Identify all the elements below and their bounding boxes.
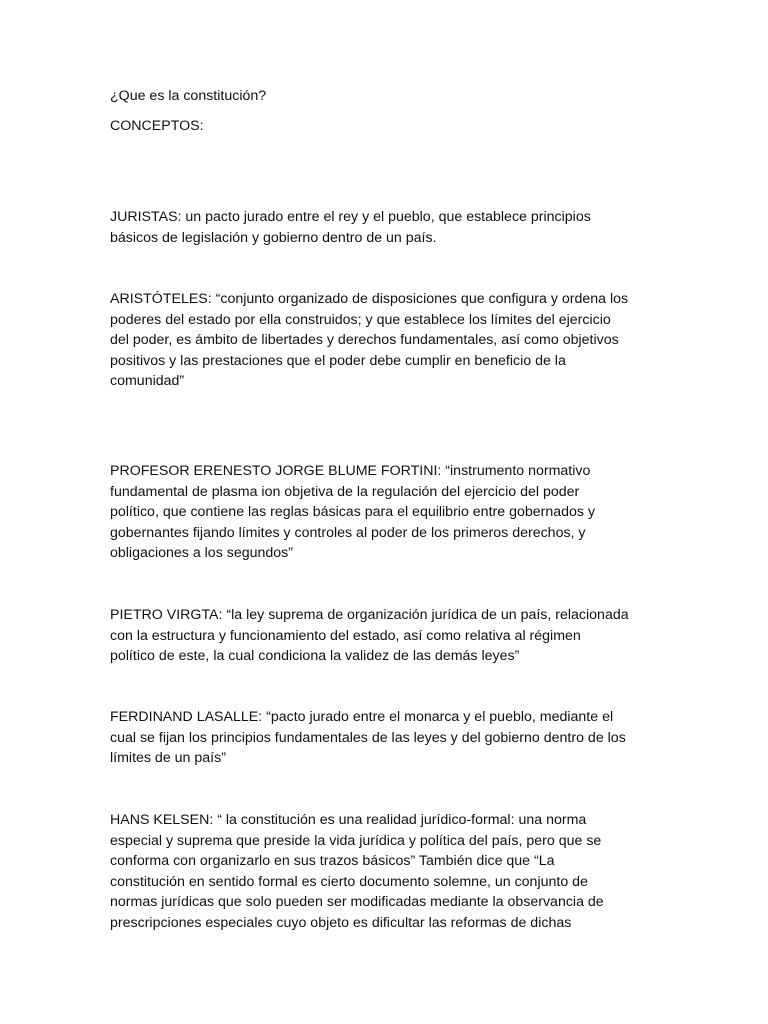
paragraph-line: obligaciones a los segundos” [110, 545, 293, 562]
paragraph-line: PIETRO VIRGTA: “la ley suprema de organización jurídica de un país, relacionada [110, 607, 629, 623]
paragraph-line: político, que contiene las reglas básicas para el equilibrio entre gobernados y [110, 504, 596, 521]
paragraph-line: comunidad” [110, 373, 185, 390]
paragraph-line: del poder, es ámbito de libertades y derechos fundamentales, así como objetivos [110, 332, 619, 349]
paragraph-line: político de este, la cual condiciona la validez de las demás leyes” [110, 648, 520, 665]
paragraph-line: prescripciones especiales cuyo objeto es dificultar las reformas de dichas [110, 914, 572, 931]
paragraph-line: conforma con organizarlo en sus trazos básicos” También dice que “La [110, 853, 555, 870]
paragraph-line: PROFESOR ERENESTO JORGE BLUME FORTINI: “instrumento normativo [110, 463, 591, 479]
paragraph-blume-fortini [110, 461, 595, 564]
paragraph-kelsen [110, 810, 604, 934]
paragraph-line: FERDINAND LASALLE: “pacto jurado entre el monarca y el pueblo, mediante el [110, 709, 614, 725]
paragraph-line: gobernantes fijando límites y controles al poder de los primeros derechos, y [110, 524, 586, 541]
paragraph-lasalle [110, 707, 626, 769]
paragraph-aristoteles [110, 289, 628, 392]
paragraph-line: con la estructura y funcionamiento del estado, así como relativa al régimen [110, 627, 581, 644]
paragraph-line: normas jurídicas que solo pueden ser modificadas mediante la observancia de [110, 894, 604, 911]
paragraph-line: JURISTAS: un pacto jurado entre el rey y el pueblo, que establece principios [110, 209, 591, 225]
paragraph-line: constitución en sentido formal es cierto documento solemne, un conjunto de [110, 873, 588, 890]
paragraph-juristas [110, 207, 591, 248]
paragraph-line: límites de un país” [110, 750, 226, 767]
document-title: ¿Que es la constitución? [110, 88, 267, 104]
paragraph-line: básicos de legislación y gobierno dentro de un país. [110, 229, 437, 246]
paragraph-line: especial y suprema que preside la vida jurídica y política del país, pero que se [110, 832, 602, 849]
paragraph-line: positivos y las prestaciones que el poder debe cumplir en beneficio de la [110, 352, 566, 369]
paragraph-line: cual se fijan los principios fundamentales de las leyes y del gobierno dentro de los [110, 729, 626, 746]
paragraph-line: ARISTÓTELES: “conjunto organizado de disposiciones que configura y ordena los [110, 291, 629, 307]
paragraph-line: fundamental de plasma ion objetiva de la regulación del ejercicio del poder [110, 483, 580, 500]
paragraph-line: poderes del estado por ella construidos; y que establece los límites del ejercicio [110, 311, 611, 328]
paragraph-virgta [110, 605, 629, 667]
section-heading: CONCEPTOS: [110, 118, 204, 134]
paragraph-line: HANS KELSEN: “ la constitución es una realidad jurídico-formal: una norma [110, 812, 587, 828]
